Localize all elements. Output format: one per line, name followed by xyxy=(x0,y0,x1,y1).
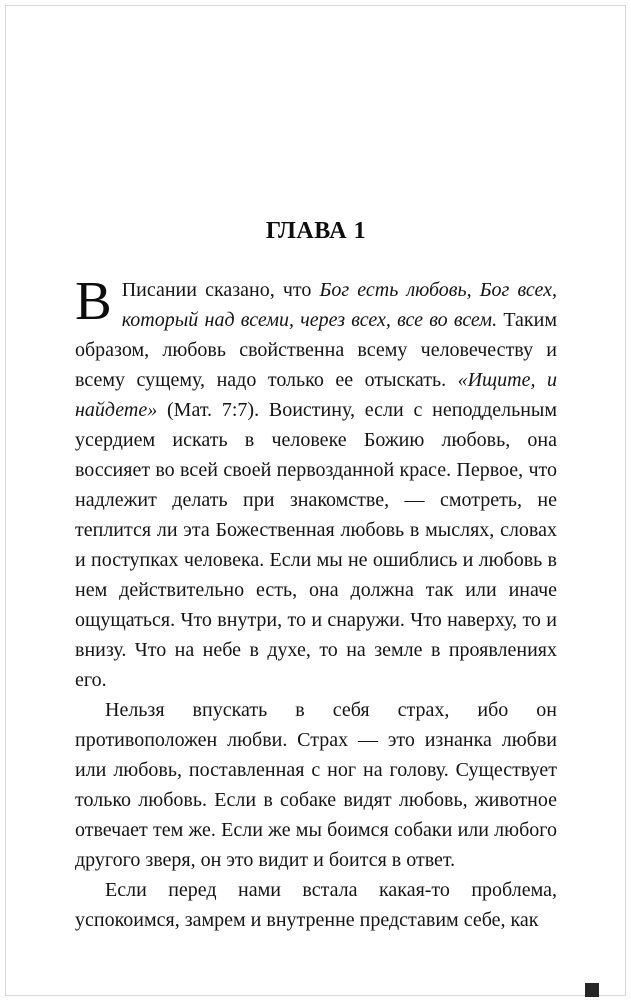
corner-square-marker xyxy=(585,983,599,997)
body-text-segment: Писании сказано, что xyxy=(121,279,320,301)
paragraph xyxy=(75,695,557,875)
body-text-segment: (Мат. 7:7). Воистину, если с неподдельным усердием искать в человеке Божию любовь, она воссияет во всей своей первозданной красе. Первое, что надлежит делать при знакомстве, — смотреть, не теплится ли эта Божественная любовь в мыслях, словах и поступках человека. Если мы не ошиблись и любовь в нем действительно есть, она должна так или иначе ощущаться. Что внутри, то и снаружи. Что наверху, то и внизу. Что на небе в духе, то на земле в проявлениях его. xyxy=(75,399,557,691)
italic-text-segment: Бог есть любовь, Бог всех, который над всеми, через всех, все во всем. xyxy=(121,279,557,331)
page-content xyxy=(75,218,557,935)
chapter-title: ГЛАВА 1 xyxy=(265,218,367,244)
body-text-segment: Таким образом, любовь свойственна всему человечеству и всему сущему, надо только ее отыскать. xyxy=(75,309,557,391)
paragraph xyxy=(75,270,557,695)
body-text-segment: Если перед нами встала какая-то проблема, успокоимся, замрем и внутренне представим себе, как xyxy=(75,879,557,931)
italic-text-segment: «Ищите, и найдете» xyxy=(75,369,557,421)
body-text xyxy=(75,270,557,935)
paragraph xyxy=(75,875,557,935)
body-text-segment: Нельзя впускать в себя страх, ибо он противоположен любви. Страх — это изнанка любви или любовь, поставленная с ног на голову. Существует только любовь. Если в собаке видят любовь, животное отвечает тем же. Если же мы боимся собаки или любого другого зверя, он это видит и боится в ответ. xyxy=(75,699,557,871)
drop-cap-letter: В xyxy=(75,270,112,331)
